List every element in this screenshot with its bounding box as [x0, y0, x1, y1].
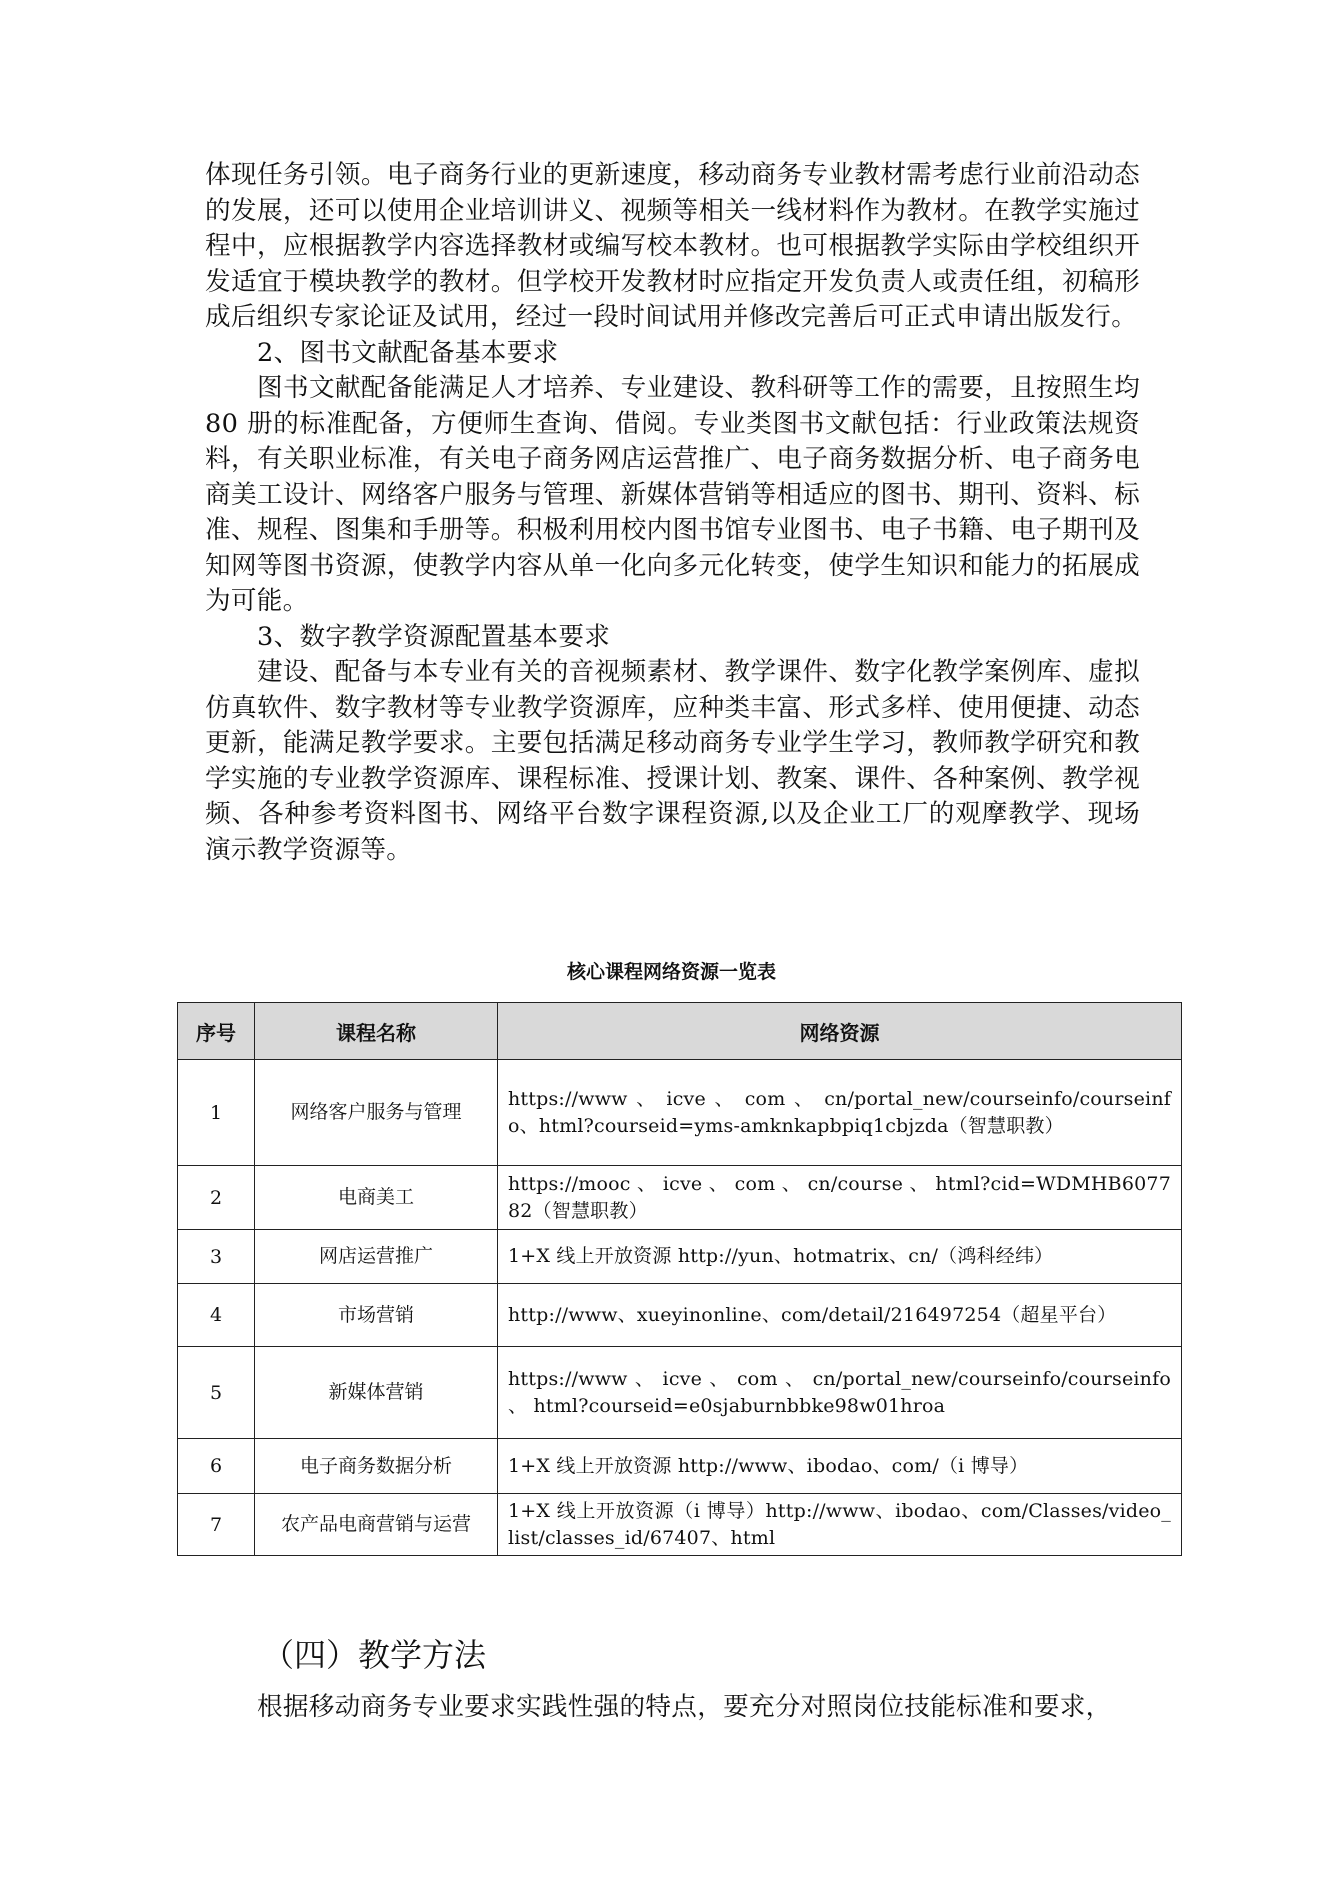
course-name: 新媒体营销	[255, 1347, 498, 1439]
row-number: 1	[178, 1060, 255, 1166]
resource-link: 1+X 线上开放资源（i 博导）http://www、ibodao、com/Classes/video_list/classes_id/67407、html	[498, 1494, 1182, 1556]
table-row	[178, 1060, 1182, 1166]
table-row	[178, 1347, 1182, 1439]
course-name: 网络客户服务与管理	[255, 1060, 498, 1166]
row-number: 2	[178, 1166, 255, 1230]
resource-link: http://www、xueyinonline、com/detail/216497254（超星平台）	[498, 1284, 1182, 1347]
resource-link: https://www 、 icve 、 com 、 cn/portal_new/courseinfo/courseinfo 、 html?courseid=e0sjaburnbbke98w01hroa	[498, 1347, 1182, 1439]
paragraph-digital: 建设、配备与本专业有关的音视频素材、教学课件、数字化教学案例库、虚拟仿真软件、数字教材等专业教学资源库，应种类丰富、形式多样、使用便捷、动态更新，能满足教学要求。主要包括满足移动商务专业学生学习，教师教学研究和教学实施的专业教学资源库、课程标准、授课计划、教案、课件、各种案例、教学视频、各种参考资料图书、网络平台数字课程资源,以及企业工厂的观摩教学、现场演示教学资源等。	[205, 657, 1140, 865]
body-text	[205, 158, 1140, 868]
row-number: 6	[178, 1439, 255, 1494]
resource-link: https://mooc 、 icve 、 com 、 cn/course 、 html?cid=WDMHB607782（智慧职教）	[498, 1166, 1182, 1230]
course-name: 网店运营推广	[255, 1230, 498, 1284]
paragraph-textbook: 体现任务引领。电子商务行业的更新速度，移动商务专业教材需考虑行业前沿动态的发展，还可以使用企业培训讲义、视频等相关一线材料作为教材。在教学实施过程中，应根据教学内容选择教材或编写校本教材。也可根据教学实际由学校组织开发适宜于模块教学的教材。但学校开发教材时应指定开发负责人或责任组，初稿形成后组织专家论证及试用，经过一段时间试用并修改完善后可正式申请出版发行。	[205, 160, 1140, 332]
table-row	[178, 1284, 1182, 1347]
resource-link: https://www 、 icve 、 com 、 cn/portal_new/courseinfo/courseinfo、html?courseid=yms-amknkapbpiq1cbjzda（智慧职教）	[498, 1060, 1182, 1166]
header-course: 课程名称	[255, 1003, 498, 1060]
subheading-digital: 3、数字教学资源配置基本要求	[257, 621, 611, 652]
table-caption: 核心课程网络资源一览表	[566, 961, 776, 983]
row-number: 4	[178, 1284, 255, 1347]
table-row	[178, 1439, 1182, 1494]
paragraph-library: 图书文献配备能满足人才培养、专业建设、教科研等工作的需要，且按照生均 80 册的标准配备，方便师生查询、借阅。专业类图书文献包括：行业政策法规资料，有关职业标准，有关电子商务网店运营推广、电子商务数据分析、电子商务电商美工设计、网络客户服务与管理、新媒体营销等相适应的图书、期刊、资料、标准、规程、图集和手册等。积极利用校内图书馆专业图书、电子书籍、电子期刊及知网等图书资源，使教学内容从单一化向多元化转变，使学生知识和能力的拓展成为可能。	[205, 373, 1140, 616]
header-resource: 网络资源	[498, 1003, 1182, 1060]
subheading-library: 2、图书文献配备基本要求	[257, 337, 559, 368]
course-name: 农产品电商营销与运营	[255, 1494, 498, 1556]
row-number: 3	[178, 1230, 255, 1284]
resource-link: 1+X 线上开放资源 http://yun、hotmatrix、cn/（鸿科经纬）	[498, 1230, 1182, 1284]
table-row	[178, 1494, 1182, 1556]
course-name: 电子商务数据分析	[255, 1439, 498, 1494]
table-header-row	[178, 1003, 1182, 1060]
course-name: 电商美工	[255, 1166, 498, 1230]
section-heading: （四）教学方法	[262, 1636, 487, 1674]
course-name: 市场营销	[255, 1284, 498, 1347]
row-number: 5	[178, 1347, 255, 1439]
resource-table	[177, 1002, 1182, 1556]
row-number: 7	[178, 1494, 255, 1556]
table-row	[178, 1230, 1182, 1284]
table-row	[178, 1166, 1182, 1230]
section-paragraph: 根据移动商务专业要求实践性强的特点，要充分对照岗位技能标准和要求，	[257, 1692, 1112, 1722]
header-number: 序号	[178, 1003, 255, 1060]
resource-link: 1+X 线上开放资源 http://www、ibodao、com/（i 博导）	[498, 1439, 1182, 1494]
